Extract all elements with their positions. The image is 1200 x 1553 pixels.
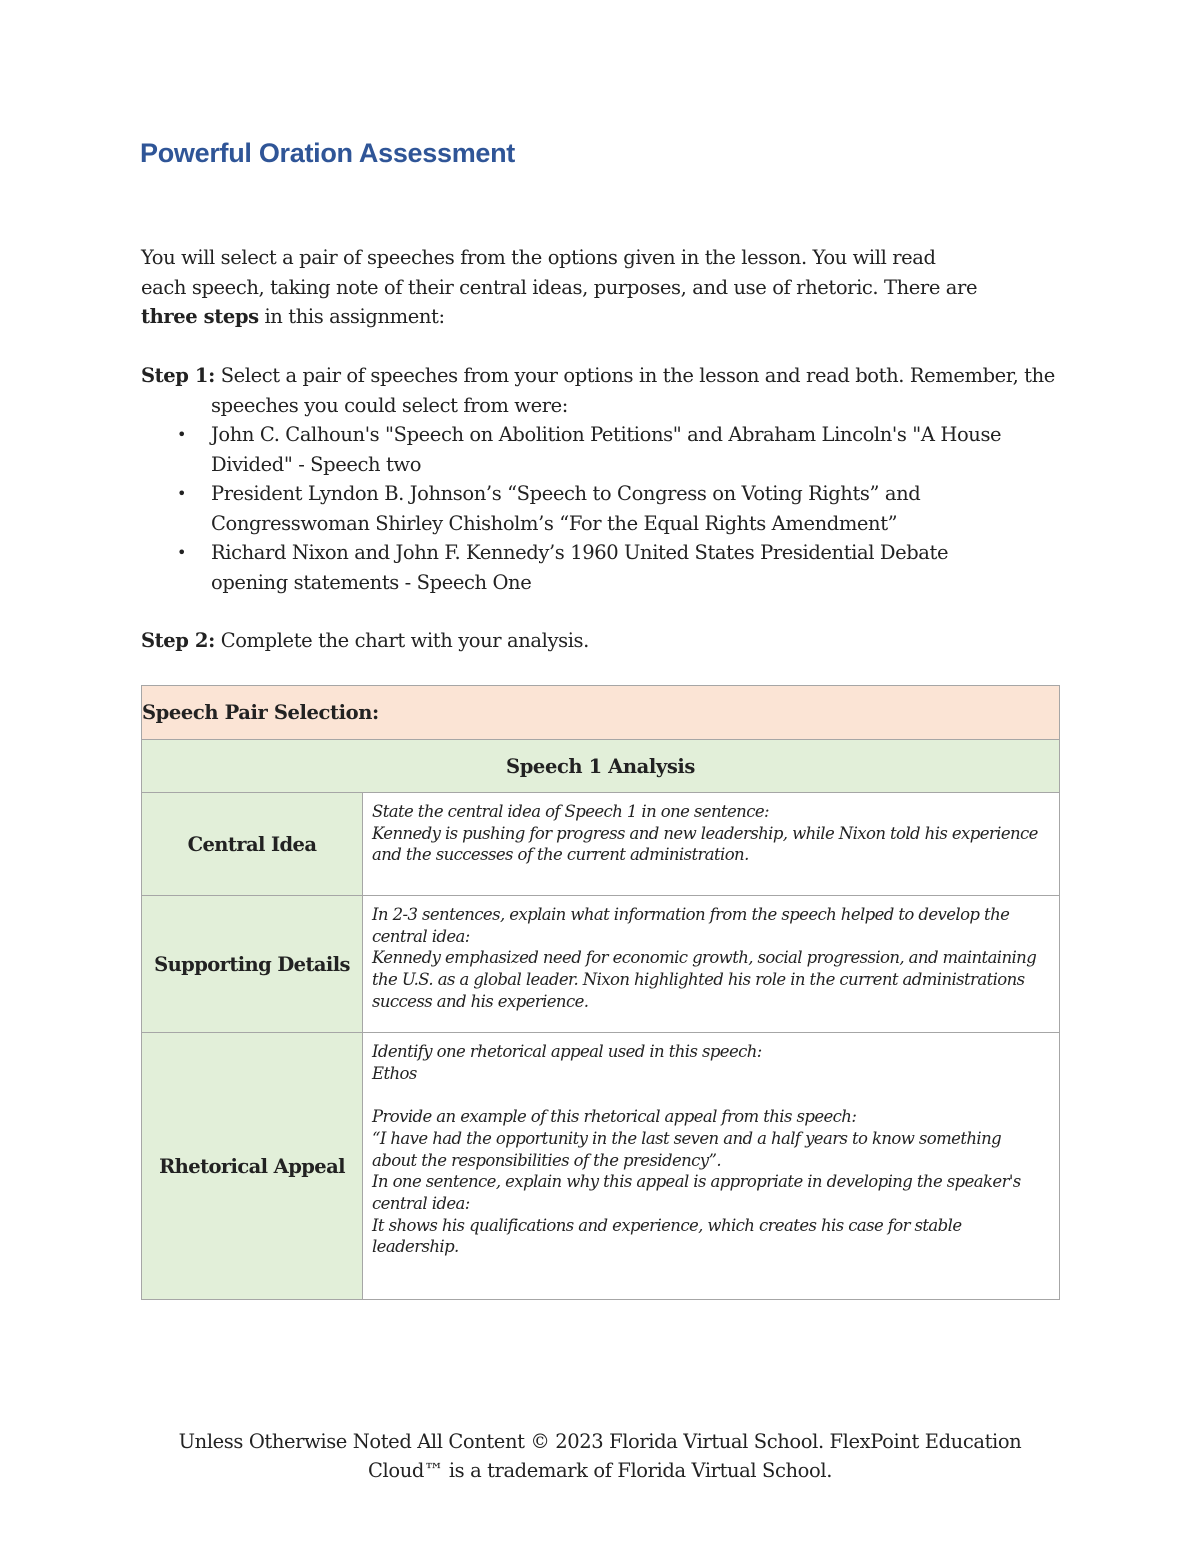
prompt-text: In one sentence, explain why this appeal is appropriate in developing the speaker's (372, 1172, 1021, 1192)
prompt-text: In 2-3 sentences, explain what information from the speech helped to develop the (372, 905, 1010, 924)
answer-text: Kennedy is pushing for progress and new leadership, while Nixon told his experience (372, 823, 1038, 843)
answer-text: “I have had the opportunity in the last seven and a half years to know something (372, 1128, 1002, 1148)
central-idea-cell[interactable] (363, 793, 1060, 896)
supporting-details-label: Supporting Details (142, 896, 363, 1033)
step-1-line: speeches you could select from were: (211, 393, 568, 417)
option-text: John C. Calhoun's "Speech on Abolition Petitions" and Abraham Lincoln's "A House (211, 423, 1002, 446)
answer-text: the U.S. as a global leader. Nixon highlighted his role in the current administrations (372, 970, 1025, 990)
option-text: Divided" - Speech two (211, 452, 422, 476)
table-row (142, 740, 1060, 793)
intro-line: each speech, taking note of their central ideas, purposes, and use of rhetoric. There are (141, 275, 978, 299)
option-text: Richard Nixon and John F. Kennedy’s 1960 United States Presidential Debate (211, 541, 949, 564)
list-item (141, 538, 1041, 597)
answer-text: and the successes of the current administration. (372, 845, 749, 865)
prompt-text: central idea: (372, 926, 470, 946)
footer-line: Unless Otherwise Noted All Content © 2023 Florida Virtual School. FlexPoint Education (178, 1430, 1022, 1453)
option-text: opening statements - Speech One (211, 570, 532, 594)
option-text: Congresswoman Shirley Chisholm’s “For the Equal Rights Amendment” (211, 511, 898, 535)
page-title: Powerful Oration Assessment (140, 138, 516, 168)
answer-text: about the responsibilities of the presidency”. (372, 1150, 721, 1170)
step-1-label: Step 1: (141, 364, 215, 387)
list-item (141, 420, 1041, 479)
answer-text: It shows his qualifications and experience, which creates his case for stable (372, 1215, 962, 1235)
rhetorical-appeal-cell[interactable] (363, 1033, 1060, 1300)
table-row (142, 793, 1060, 896)
rhetorical-appeal-label: Rhetorical Appeal (142, 1033, 363, 1300)
intro-line (141, 302, 1041, 332)
speech-options-list (141, 420, 1041, 597)
step-1-line (141, 361, 1055, 391)
analysis-chart (141, 685, 1060, 1300)
speech-pair-selection-cell[interactable]: Speech Pair Selection: (142, 686, 1060, 740)
step-2 (141, 626, 589, 656)
intro-line: You will select a pair of speeches from the options given in the lesson. You will read (141, 246, 936, 269)
footer-line: Cloud™ is a trademark of Florida Virtual School. (368, 1459, 832, 1482)
prompt-text: State the central idea of Speech 1 in one sentence: (372, 802, 769, 821)
list-item (141, 479, 1041, 538)
option-text: President Lyndon B. Johnson’s “Speech to Congress on Voting Rights” and (211, 482, 921, 505)
answer-text: Ethos (372, 1063, 417, 1083)
step-1 (141, 361, 1055, 420)
table-row (142, 686, 1060, 740)
answer-text: success and his experience. (372, 991, 589, 1011)
step-1-text: Select a pair of speeches from your options in the lesson and read both. Remember, the (214, 364, 1055, 387)
intro-line-rest: in this assignment: (258, 305, 445, 328)
step-2-label: Step 2: (141, 629, 215, 652)
prompt-text: central idea: (372, 1193, 470, 1213)
prompt-text: Identify one rhetorical appeal used in this speech: (372, 1042, 762, 1061)
page-footer (0, 1427, 1200, 1485)
bullet-icon: • (177, 425, 187, 444)
intro-paragraph (141, 243, 1041, 332)
spacer (372, 1084, 1051, 1106)
table-row (142, 1033, 1060, 1300)
table-row (142, 896, 1060, 1033)
answer-text: Kennedy emphasized need for economic growth, social progression, and maintaining (372, 948, 1037, 968)
central-idea-label: Central Idea (142, 793, 363, 896)
speech-analysis-header: Speech 1 Analysis (142, 740, 1060, 793)
step-2-text: Complete the chart with your analysis. (214, 629, 589, 652)
bullet-icon: • (177, 484, 187, 503)
intro-emphasis: three steps (141, 305, 259, 328)
supporting-details-cell[interactable] (363, 896, 1060, 1033)
prompt-text: Provide an example of this rhetorical appeal from this speech: (372, 1107, 857, 1127)
bullet-icon: • (177, 543, 187, 562)
answer-text: leadership. (372, 1237, 459, 1257)
